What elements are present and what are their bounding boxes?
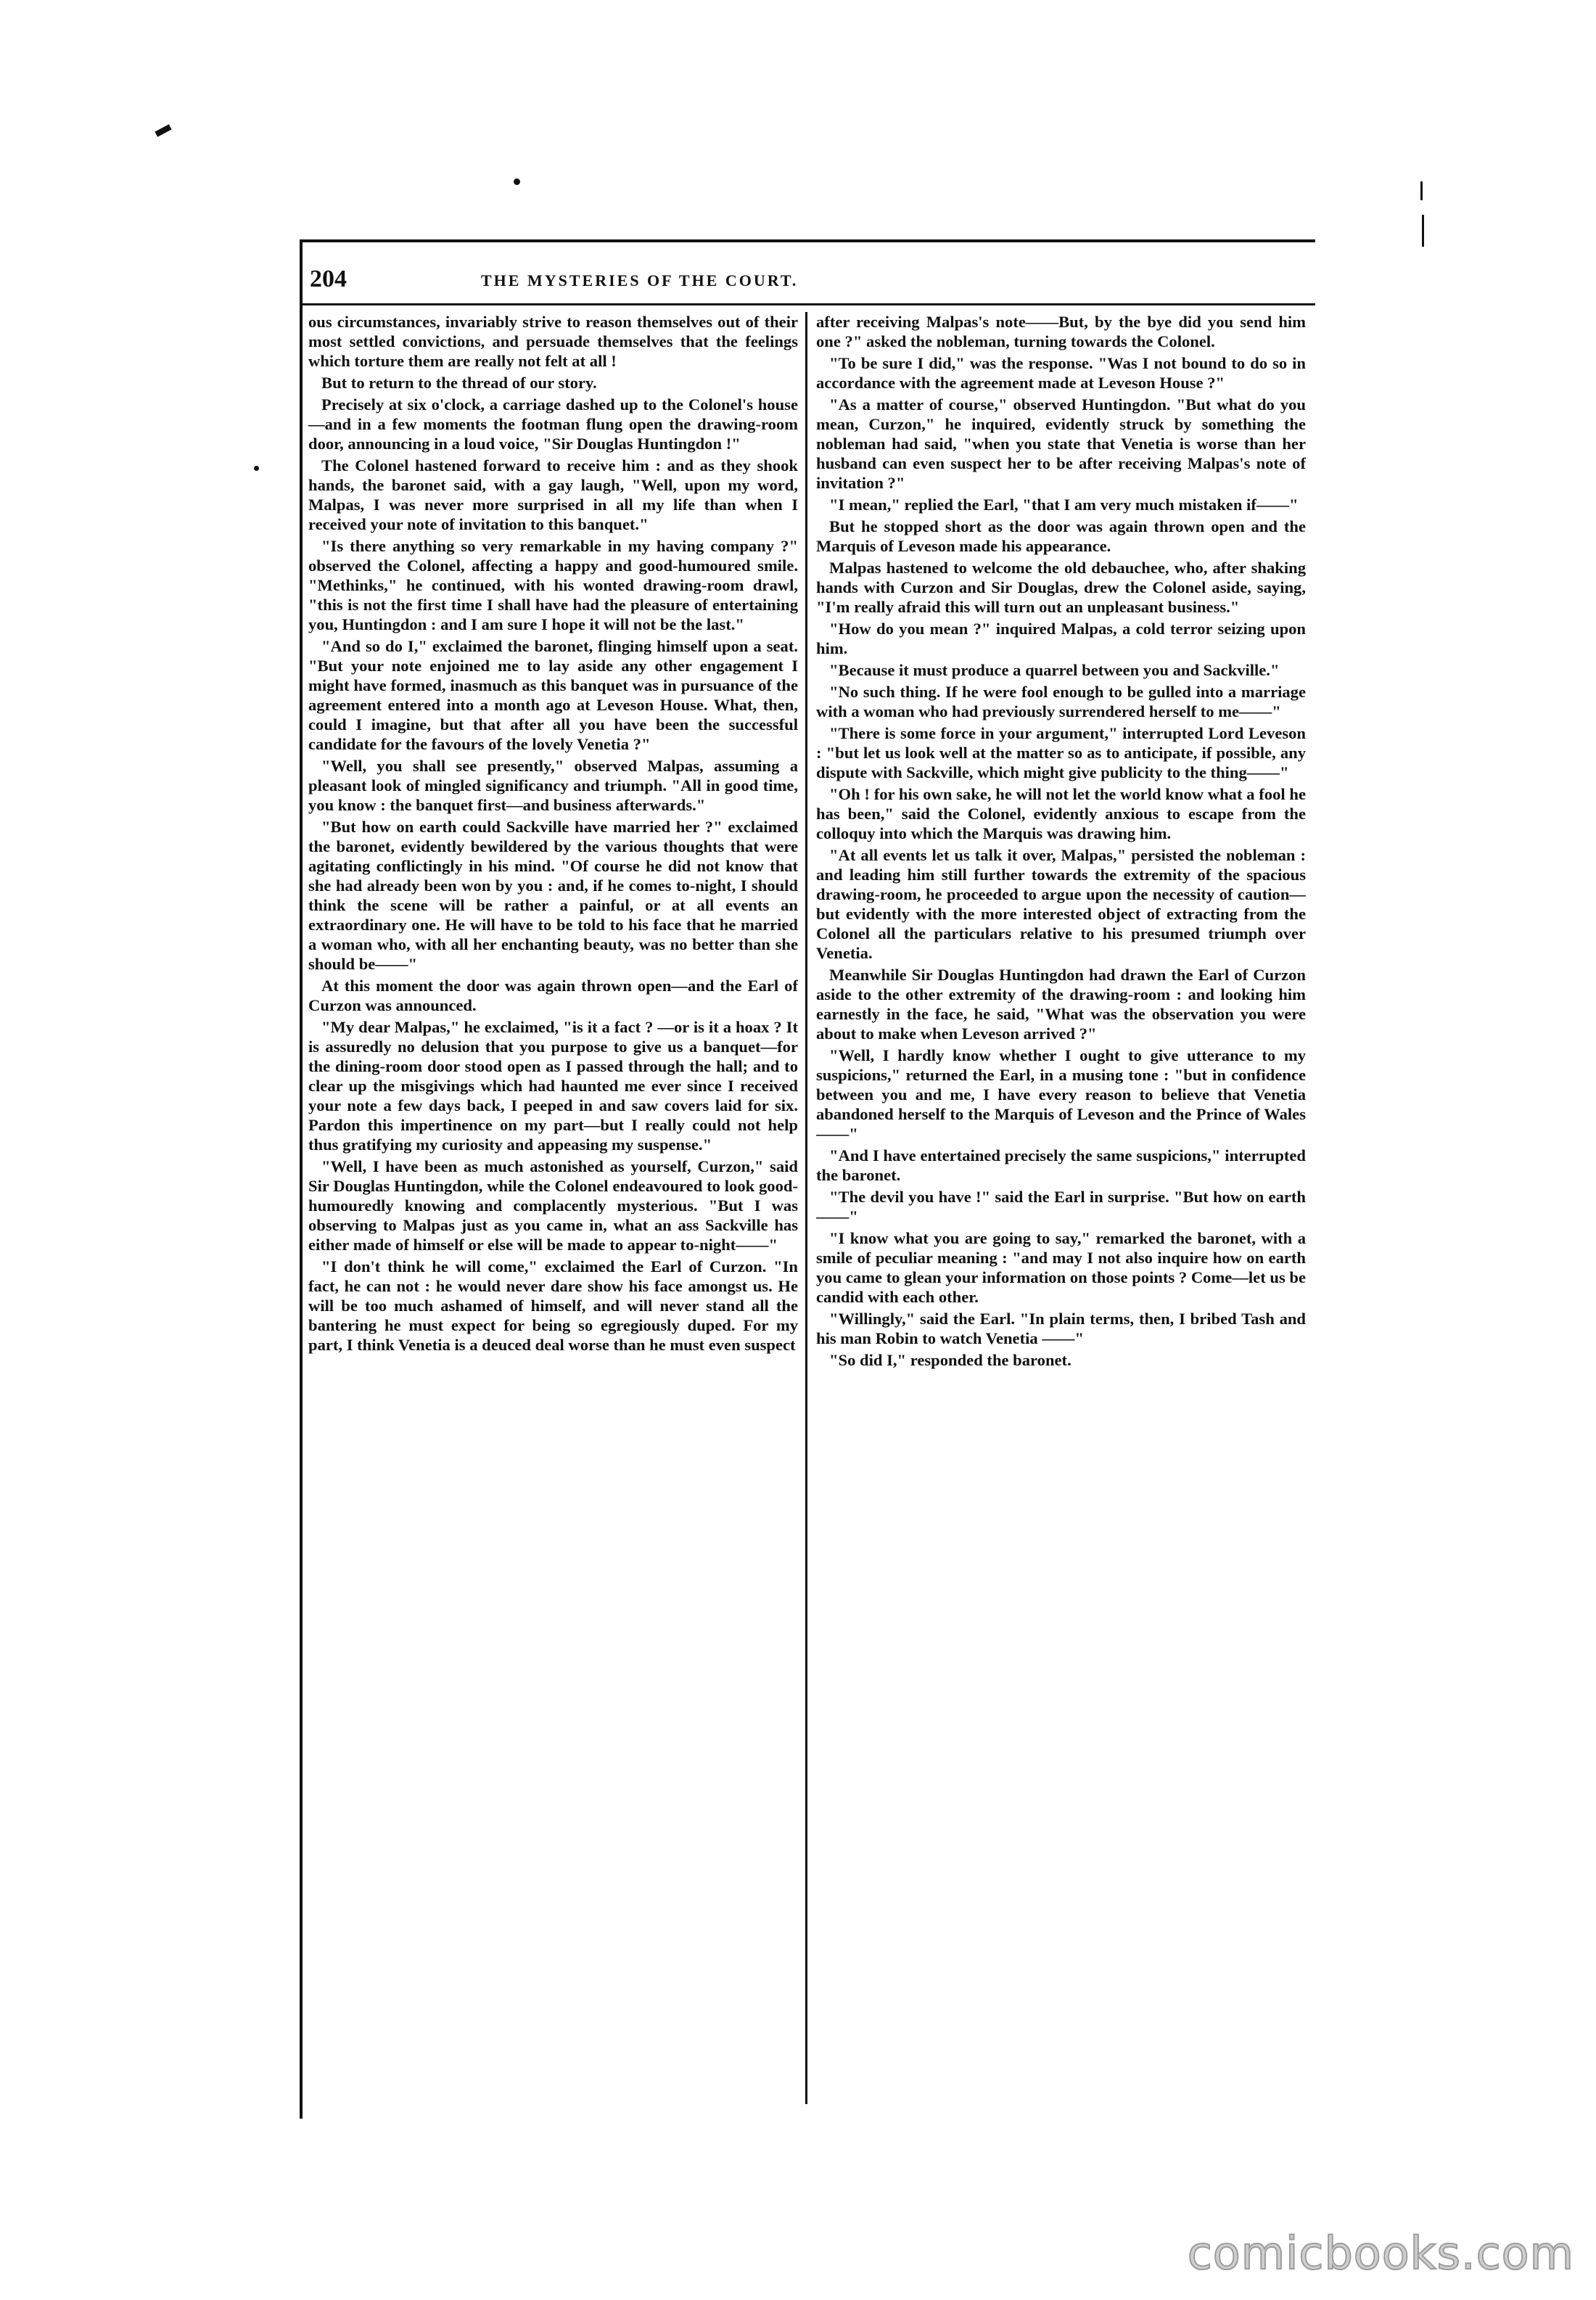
paragraph: But he stopped short as the door was again thrown open and the Marquis of Leveson made his appearance. xyxy=(816,517,1306,555)
left-column xyxy=(308,312,798,2104)
paragraph: "And so do I," exclaimed the baronet, flinging himself upon a seat. "But your note enjoined me to lay aside any other engagement I might have formed, inasmuch as this banquet was in pursuance of the agreement entered into a month ago at Leveson House. What, then, could I imagine, but that after all you have been the successful candidate for the favours of the lovely Venetia ?" xyxy=(308,637,798,753)
page-top-border xyxy=(300,239,1315,242)
scan-mark xyxy=(155,124,171,136)
paragraph: Meanwhile Sir Douglas Huntingdon had drawn the Earl of Curzon aside to the other extremity of the drawing-room : and looking him earnestly in the face, he said, "What was the observation you were about to make when Leveson arrived ?" xyxy=(816,966,1306,1043)
header-rule xyxy=(300,303,1315,305)
paragraph: Precisely at six o'clock, a carriage dashed up to the Colonel's house—and in a few moments the footman flung open the drawing-room door, announcing in a loud voice, "Sir Douglas Huntingdon !" xyxy=(308,395,798,453)
watermark: comicbooks.com xyxy=(1187,2227,1574,2280)
paragraph: "But how on earth could Sackville have married her ?" exclaimed the baronet, evidently bewildered by the various thoughts that were agitating conflictingly in his mind. "Of course he did not know that she had already been won by you : and, if he comes to-night, I should think the scene will be rather a painful, or at all events an extraordinary one. He will have to be told to his face that he married a woman who, with all her enchanting beauty, was no better than she should be——" xyxy=(308,818,798,973)
page-number: 204 xyxy=(310,266,347,292)
paragraph: "As a matter of course," observed Huntingdon. "But what do you mean, Curzon," he inquired, evidently struck by something the nobleman had said, "when you state that Venetia is worse than her husband can even suspect her to be after receiving Malpas's note of invitation ?" xyxy=(816,395,1306,492)
paragraph: At this moment the door was again thrown open—and the Earl of Curzon was announced. xyxy=(308,977,798,1014)
paragraph: "My dear Malpas," he exclaimed, "is it a fact ? —or is it a hoax ? It is assuredly no delusion that you purpose to give us a banquet—for the dining-room door stood open as I passed through the hall; and to clear up the misgivings which had haunted me ever since I received your note a few days back, I peeped in and saw covers laid for six. Pardon this impertinence on my part—but I really could not help thus gratifying my curiosity and appeasing my suspense." xyxy=(308,1018,798,1154)
paragraph: ous circumstances, invariably strive to reason themselves out of their most settled convictions, and persuade themselves that the feelings which torture them are really not felt at all ! xyxy=(308,313,798,370)
paragraph: "So did I," responded the baronet. xyxy=(829,1351,1071,1369)
column-rule xyxy=(805,312,807,2104)
paragraph: "Well, you shall see presently," observed Malpas, assuming a pleasant look of mingled significancy and triumph. "All in good time, you know : the banquet first—and business afterwards." xyxy=(308,757,798,814)
paragraph: "I mean," replied the Earl, "that I am very much mistaken if——" xyxy=(829,496,1299,514)
scan-mark xyxy=(1422,215,1424,247)
running-head: THE MYSTERIES OF THE COURT. xyxy=(481,271,799,289)
paragraph: "Well, I have been as much astonished as yourself, Curzon," said Sir Douglas Huntingdon, while the Colonel endeavoured to look good-humouredly knowing and complacently mysterious. "But I was observing to Malpas just as you came in, what an ass Sackville has either made of himself or else will be made to appear to-night——" xyxy=(308,1157,798,1254)
paragraph: "There is some force in your argument," interrupted Lord Leveson : "but let us look well at the matter so as to anticipate, if possible, any dispute with Sackville, which might give publicity to the thing——" xyxy=(816,724,1306,781)
paragraph: The Colonel hastened forward to receive him : and as they shook hands, the baronet said, with a gay laugh, "Well, upon my word, Malpas, I was never more surprised in all my life than when I received your note of invitation to this banquet." xyxy=(308,456,798,533)
paragraph: "How do you mean ?" inquired Malpas, a cold terror seizing upon him. xyxy=(816,620,1306,657)
paragraph: "At all events let us talk it over, Malpas," persisted the nobleman : and leading him still further towards the extremity of the spacious drawing-room, he proceeded to argue upon the necessity of caution—but evidently with the more interested object of extracting from the Colonel all the particulars relative to his presumed triumph over Venetia. xyxy=(816,846,1306,962)
scan-speck xyxy=(254,466,259,471)
book-page xyxy=(300,239,1325,2119)
paragraph: "The devil you have !" said the Earl in surprise. "But how on earth——" xyxy=(816,1188,1306,1225)
paragraph: "Because it must produce a quarrel between you and Sackville." xyxy=(829,661,1280,679)
paragraph: "Is there anything so very remarkable in my having company ?" observed the Colonel, affecting a happy and good-humoured smile. "Methinks," he continued, with his wonted drawing-room drawl, "this is not the first time I shall have had the pleasure of entertaining you, Huntingdon : and I am sure I hope it will not be the last." xyxy=(308,537,798,633)
paragraph: "No such thing. If he were fool enough to be gulled into a marriage with a woman who had previously surrendered herself to me——" xyxy=(816,683,1306,720)
paragraph: "And I have entertained precisely the same suspicions," interrupted the baronet. xyxy=(816,1146,1306,1184)
scan-speck xyxy=(514,178,520,185)
page-left-border xyxy=(300,239,303,2119)
paragraph: after receiving Malpas's note——But, by the bye did you send him one ?" asked the nobleman, turning towards the Colonel. xyxy=(816,313,1306,350)
paragraph: "Oh ! for his own sake, he will not let the world know what a fool he has been," said the Colonel, evidently anxious to escape from the colloquy into which the Marquis was drawing him. xyxy=(816,785,1306,842)
paragraph: "To be sure I did," was the response. "Was I not bound to do so in accordance with the agreement made at Leveson House ?" xyxy=(816,354,1306,392)
paragraph: "I don't think he will come," exclaimed the Earl of Curzon. "In fact, he can not : he would never dare show his face amongst us. He will be too much ashamed of himself, and will never stand all the bantering he must expect for being so egregiously duped. For my part, I think Venetia is a deuced deal worse than he must even suspect xyxy=(308,1257,798,1354)
paragraph: "I know what you are going to say," remarked the baronet, with a smile of peculiar meaning : "and may I not also inquire how on earth you came to glean your information on those points ? Come—let us be candid with each other. xyxy=(816,1229,1306,1306)
page-header xyxy=(300,261,1315,293)
paragraph: "Willingly," said the Earl. "In plain terms, then, I bribed Tash and his man Robin to watch Venetia ——" xyxy=(816,1310,1306,1347)
right-column xyxy=(816,312,1306,2104)
paragraph: "Well, I hardly know whether I ought to give utterance to my suspicions," returned the Earl, in a musing tone : "but in confidence between you and me, I have every reason to believe that Venetia abandoned herself to the Marquis of Leveson and the Prince of Wales——" xyxy=(816,1046,1306,1143)
scan-mark xyxy=(1420,181,1423,200)
paragraph: Malpas hastened to welcome the old debauchee, who, after shaking hands with Curzon and Sir Douglas, drew the Colonel aside, saying, "I'm really afraid this will turn out an unpleasant business." xyxy=(816,559,1306,616)
paragraph: But to return to the thread of our story. xyxy=(321,374,597,392)
